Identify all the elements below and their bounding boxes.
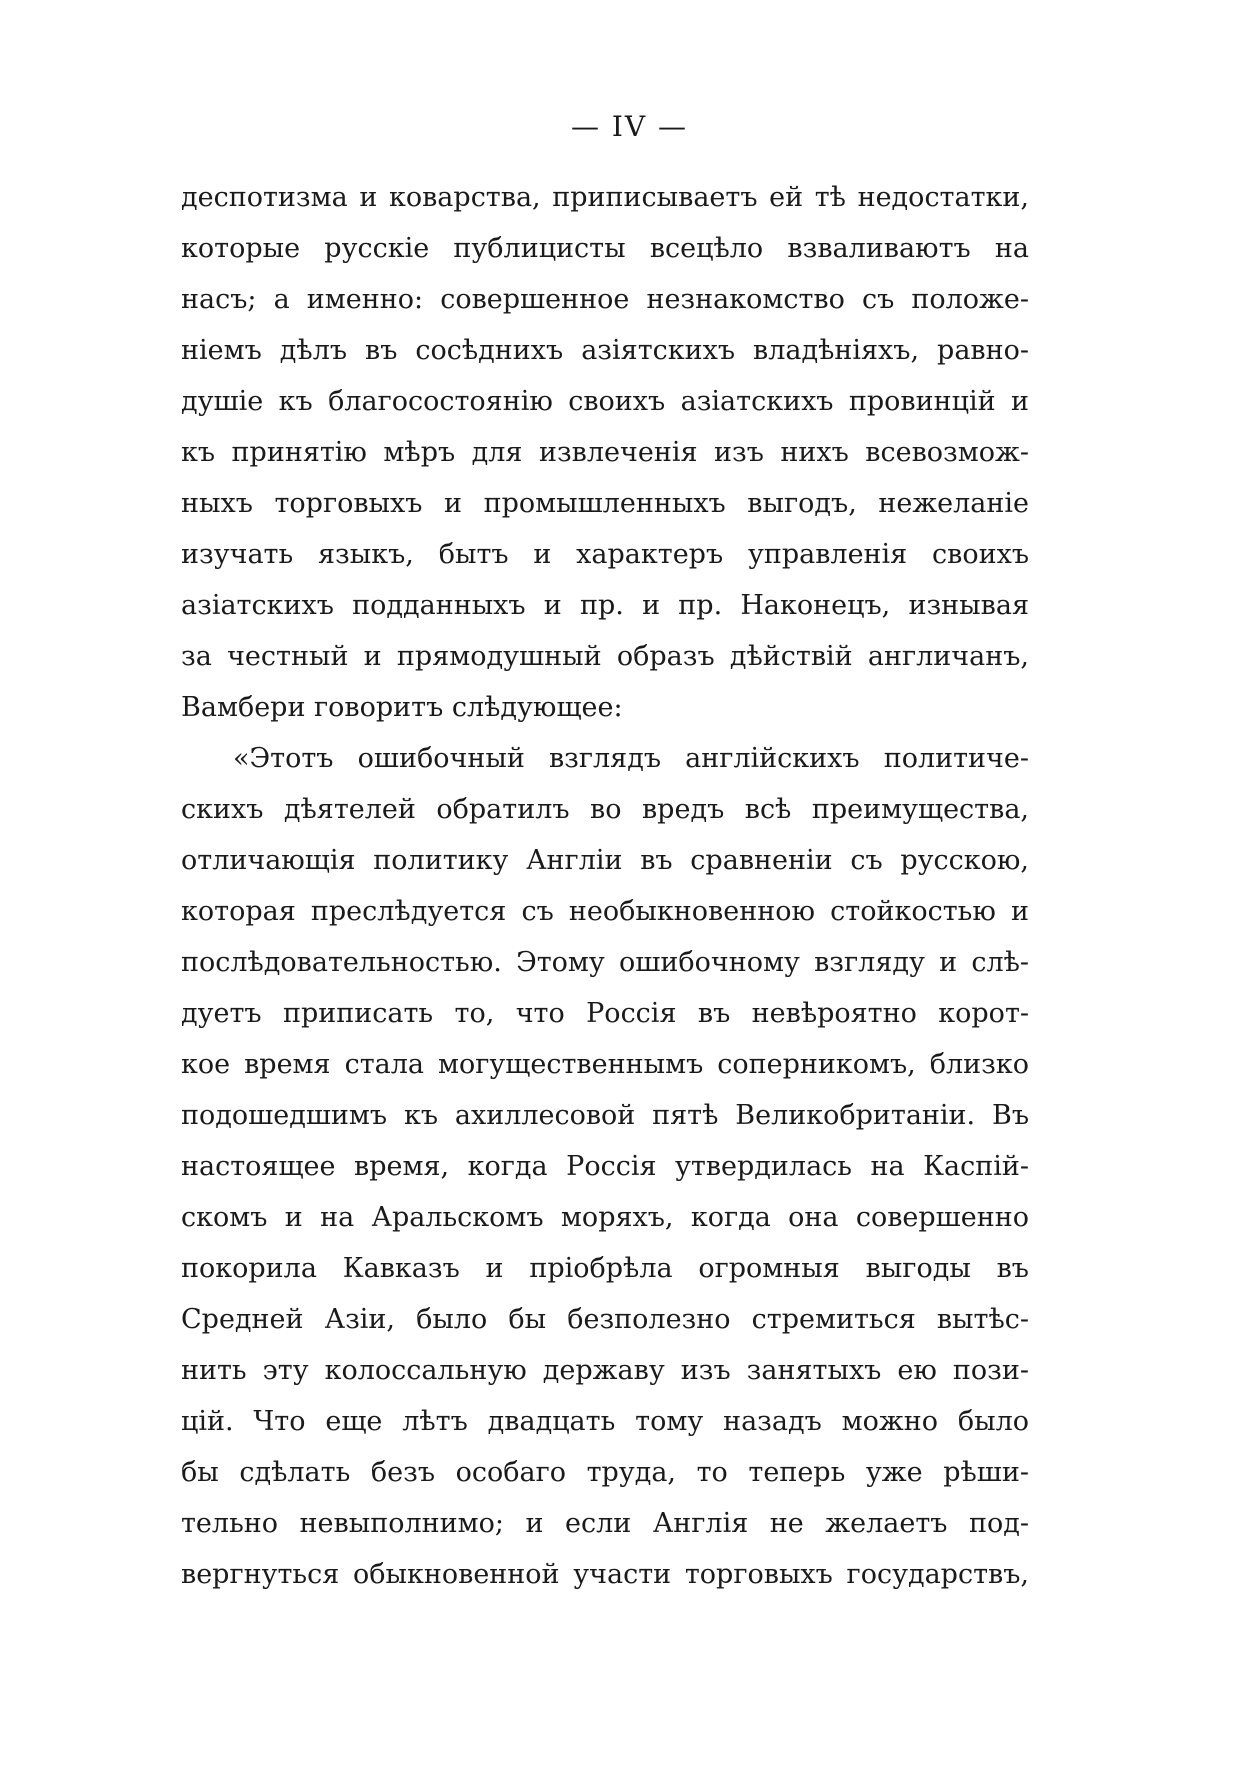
text-line: которые русскіе публицисты всецѣло взваливаютъ на <box>181 233 1029 264</box>
text-line: душіе къ благосостоянію своихъ азіатскихъ провинцій и <box>181 386 1029 417</box>
text-line: кое время стала могущественнымъ соперникомъ, близко <box>181 1049 1029 1080</box>
text-line: цій. Что еще лѣтъ двадцать тому назадъ можно было <box>181 1406 1029 1437</box>
text-line: нить эту колоссальную державу изъ занятыхъ ею пози- <box>181 1355 1029 1386</box>
text-line: подошедшимъ къ ахиллесовой пятѣ Великобританіи. Въ <box>181 1100 1029 1131</box>
text-line: къ принятію мѣръ для извлеченія изъ нихъ всевозмож- <box>181 437 1029 468</box>
text-line: тельно невыполнимо; и если Англія не желаетъ под- <box>181 1508 1029 1539</box>
text-line: отличающія политику Англіи въ сравненіи съ русскою, <box>181 845 1029 876</box>
body-text <box>181 172 1029 1600</box>
text-line: насъ; а именно: совершенное незнакомство съ положе- <box>181 284 1029 315</box>
text-line: Вамбери говоритъ слѣдующее: <box>181 692 623 723</box>
text-line: настоящее время, когда Россія утвердилась на Каспій- <box>181 1151 1029 1182</box>
text-line: ныхъ торговыхъ и промышленныхъ выгодъ, нежеланіе <box>181 488 1029 519</box>
text-line: дуетъ приписать то, что Россія въ невѣроятно корот- <box>181 998 1029 1029</box>
text-line: Средней Азіи, было бы безполезно стремиться вытѣс- <box>181 1304 1029 1335</box>
text-line: деспотизма и коварства, приписываетъ ей тѣ недостатки, <box>181 182 1029 213</box>
page-number: — IV — <box>570 110 689 143</box>
text-line: изучать языкъ, бытъ и характеръ управленія своихъ <box>181 539 1029 570</box>
text-line: послѣдовательностью. Этому ошибочному взгляду и слѣ- <box>181 947 1029 978</box>
text-line: вергнуться обыкновенной участи торговыхъ государствъ, <box>181 1559 1029 1590</box>
text-line: покорила Кавказъ и пріобрѣла огромныя выгоды въ <box>181 1253 1029 1284</box>
quote-start-line: «Этотъ ошибочный взглядъ англійскихъ политиче- <box>233 743 1029 774</box>
text-line: за честный и прямодушный образъ дѣйствій англичанъ, <box>181 641 1029 672</box>
text-line: скихъ дѣятелей обратилъ во вредъ всѣ преимущества, <box>181 794 1029 825</box>
text-line: ніемъ дѣлъ въ сосѣднихъ азіятскихъ владѣніяхъ, равно- <box>181 335 1029 366</box>
text-line: азіатскихъ подданныхъ и пр. и пр. Наконецъ, изнывая <box>181 590 1029 621</box>
text-line: скомъ и на Аральскомъ моряхъ, когда она совершенно <box>181 1202 1029 1233</box>
text-line: которая преслѣдуется съ необыкновенною стойкостью и <box>181 896 1029 927</box>
text-line: бы сдѣлать безъ особаго труда, то теперь уже рѣши- <box>181 1457 1029 1488</box>
